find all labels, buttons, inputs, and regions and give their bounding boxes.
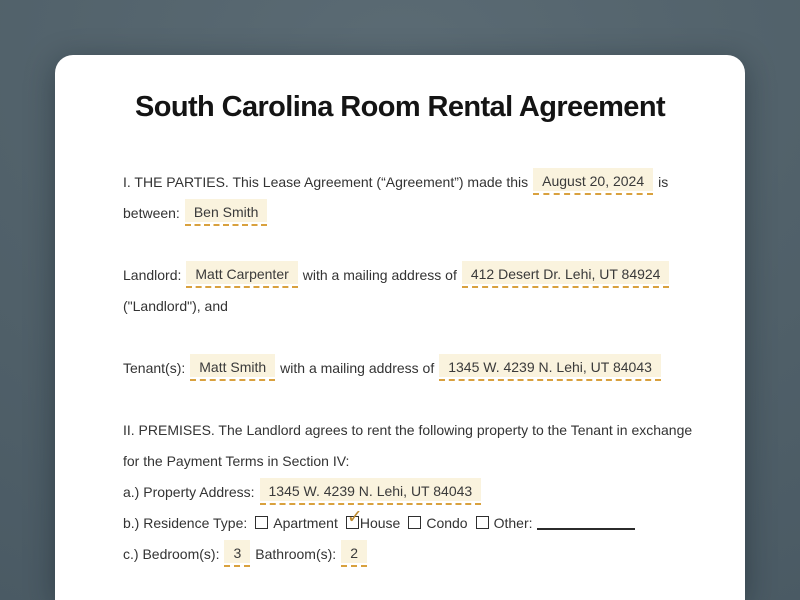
landlord-name-field[interactable]: Matt Carpenter [186, 261, 297, 288]
tenant-address-field[interactable]: 1345 W. 4239 N. Lehi, UT 84043 [439, 354, 661, 381]
section-parties [123, 166, 707, 383]
tenant-name-field[interactable]: Matt Smith [190, 354, 275, 381]
between-label: between: [123, 204, 180, 221]
parties-intro-text: I. THE PARTIES. This Lease Agreement (“Agreement”) made this [123, 173, 529, 190]
residence-option-label: Other: [493, 514, 533, 531]
residence-option-house [346, 507, 401, 531]
parties-intro-suffix: is [658, 173, 669, 190]
page-title: South Carolina Room Rental Agreement [135, 91, 665, 123]
residence-option-label: House [359, 514, 401, 531]
landlord-label: Landlord: [123, 266, 182, 283]
bathroom-count-field[interactable]: 2 [341, 540, 367, 567]
between-line [123, 197, 707, 228]
tenant-line [123, 352, 707, 383]
landlord-line [123, 259, 707, 290]
residence-option-label: Condo [426, 514, 468, 531]
property-address-label: a.) Property Address: [123, 483, 255, 500]
section-premises [123, 414, 707, 569]
landlord-address-field[interactable]: 412 Desert Dr. Lehi, UT 84924 [462, 261, 670, 288]
document-body [55, 166, 745, 569]
residence-option-apartment [255, 515, 338, 531]
premises-intro-line-1 [123, 414, 707, 445]
premises-intro-text-2: for the Payment Terms in Section IV: [123, 452, 350, 469]
tenant-connector-text: with a mailing address of [280, 359, 435, 376]
property-address-line [123, 476, 707, 507]
checkmark-icon: ✓ [346, 507, 363, 528]
property-address-field[interactable]: 1345 W. 4239 N. Lehi, UT 84043 [260, 478, 482, 505]
landlord-tail-text: ("Landlord"), and [123, 297, 228, 314]
parties-intro-line [123, 166, 707, 197]
premises-intro-line-2 [123, 445, 707, 476]
bedroom-count-field[interactable]: 3 [224, 540, 250, 567]
between-name-field[interactable]: Ben Smith [185, 199, 268, 226]
rental-agreement-document [55, 55, 745, 600]
tenant-label: Tenant(s): [123, 359, 186, 376]
agreement-date-field[interactable]: August 20, 2024 [533, 168, 653, 195]
residence-option-label: Apartment [273, 514, 338, 531]
residence-option-condo [408, 515, 467, 531]
residence-type-label: b.) Residence Type: [123, 514, 248, 531]
checkbox-condo-icon[interactable] [408, 516, 421, 529]
rooms-line [123, 538, 707, 569]
bedroom-label: c.) Bedroom(s): [123, 545, 220, 562]
bathroom-label: Bathroom(s): [255, 545, 337, 562]
checkbox-house-icon[interactable] [346, 507, 363, 529]
other-blank-line[interactable] [537, 515, 635, 530]
checkbox-apartment-icon[interactable] [255, 516, 268, 529]
residence-option-other [476, 515, 533, 531]
premises-intro-text-1: II. PREMISES. The Landlord agrees to rent the following property to the Tenant in exchange [123, 421, 693, 438]
residence-type-line [123, 507, 707, 538]
landlord-connector-text: with a mailing address of [302, 266, 457, 283]
landlord-tail-line [123, 290, 707, 321]
checkbox-other-icon[interactable] [476, 516, 489, 529]
